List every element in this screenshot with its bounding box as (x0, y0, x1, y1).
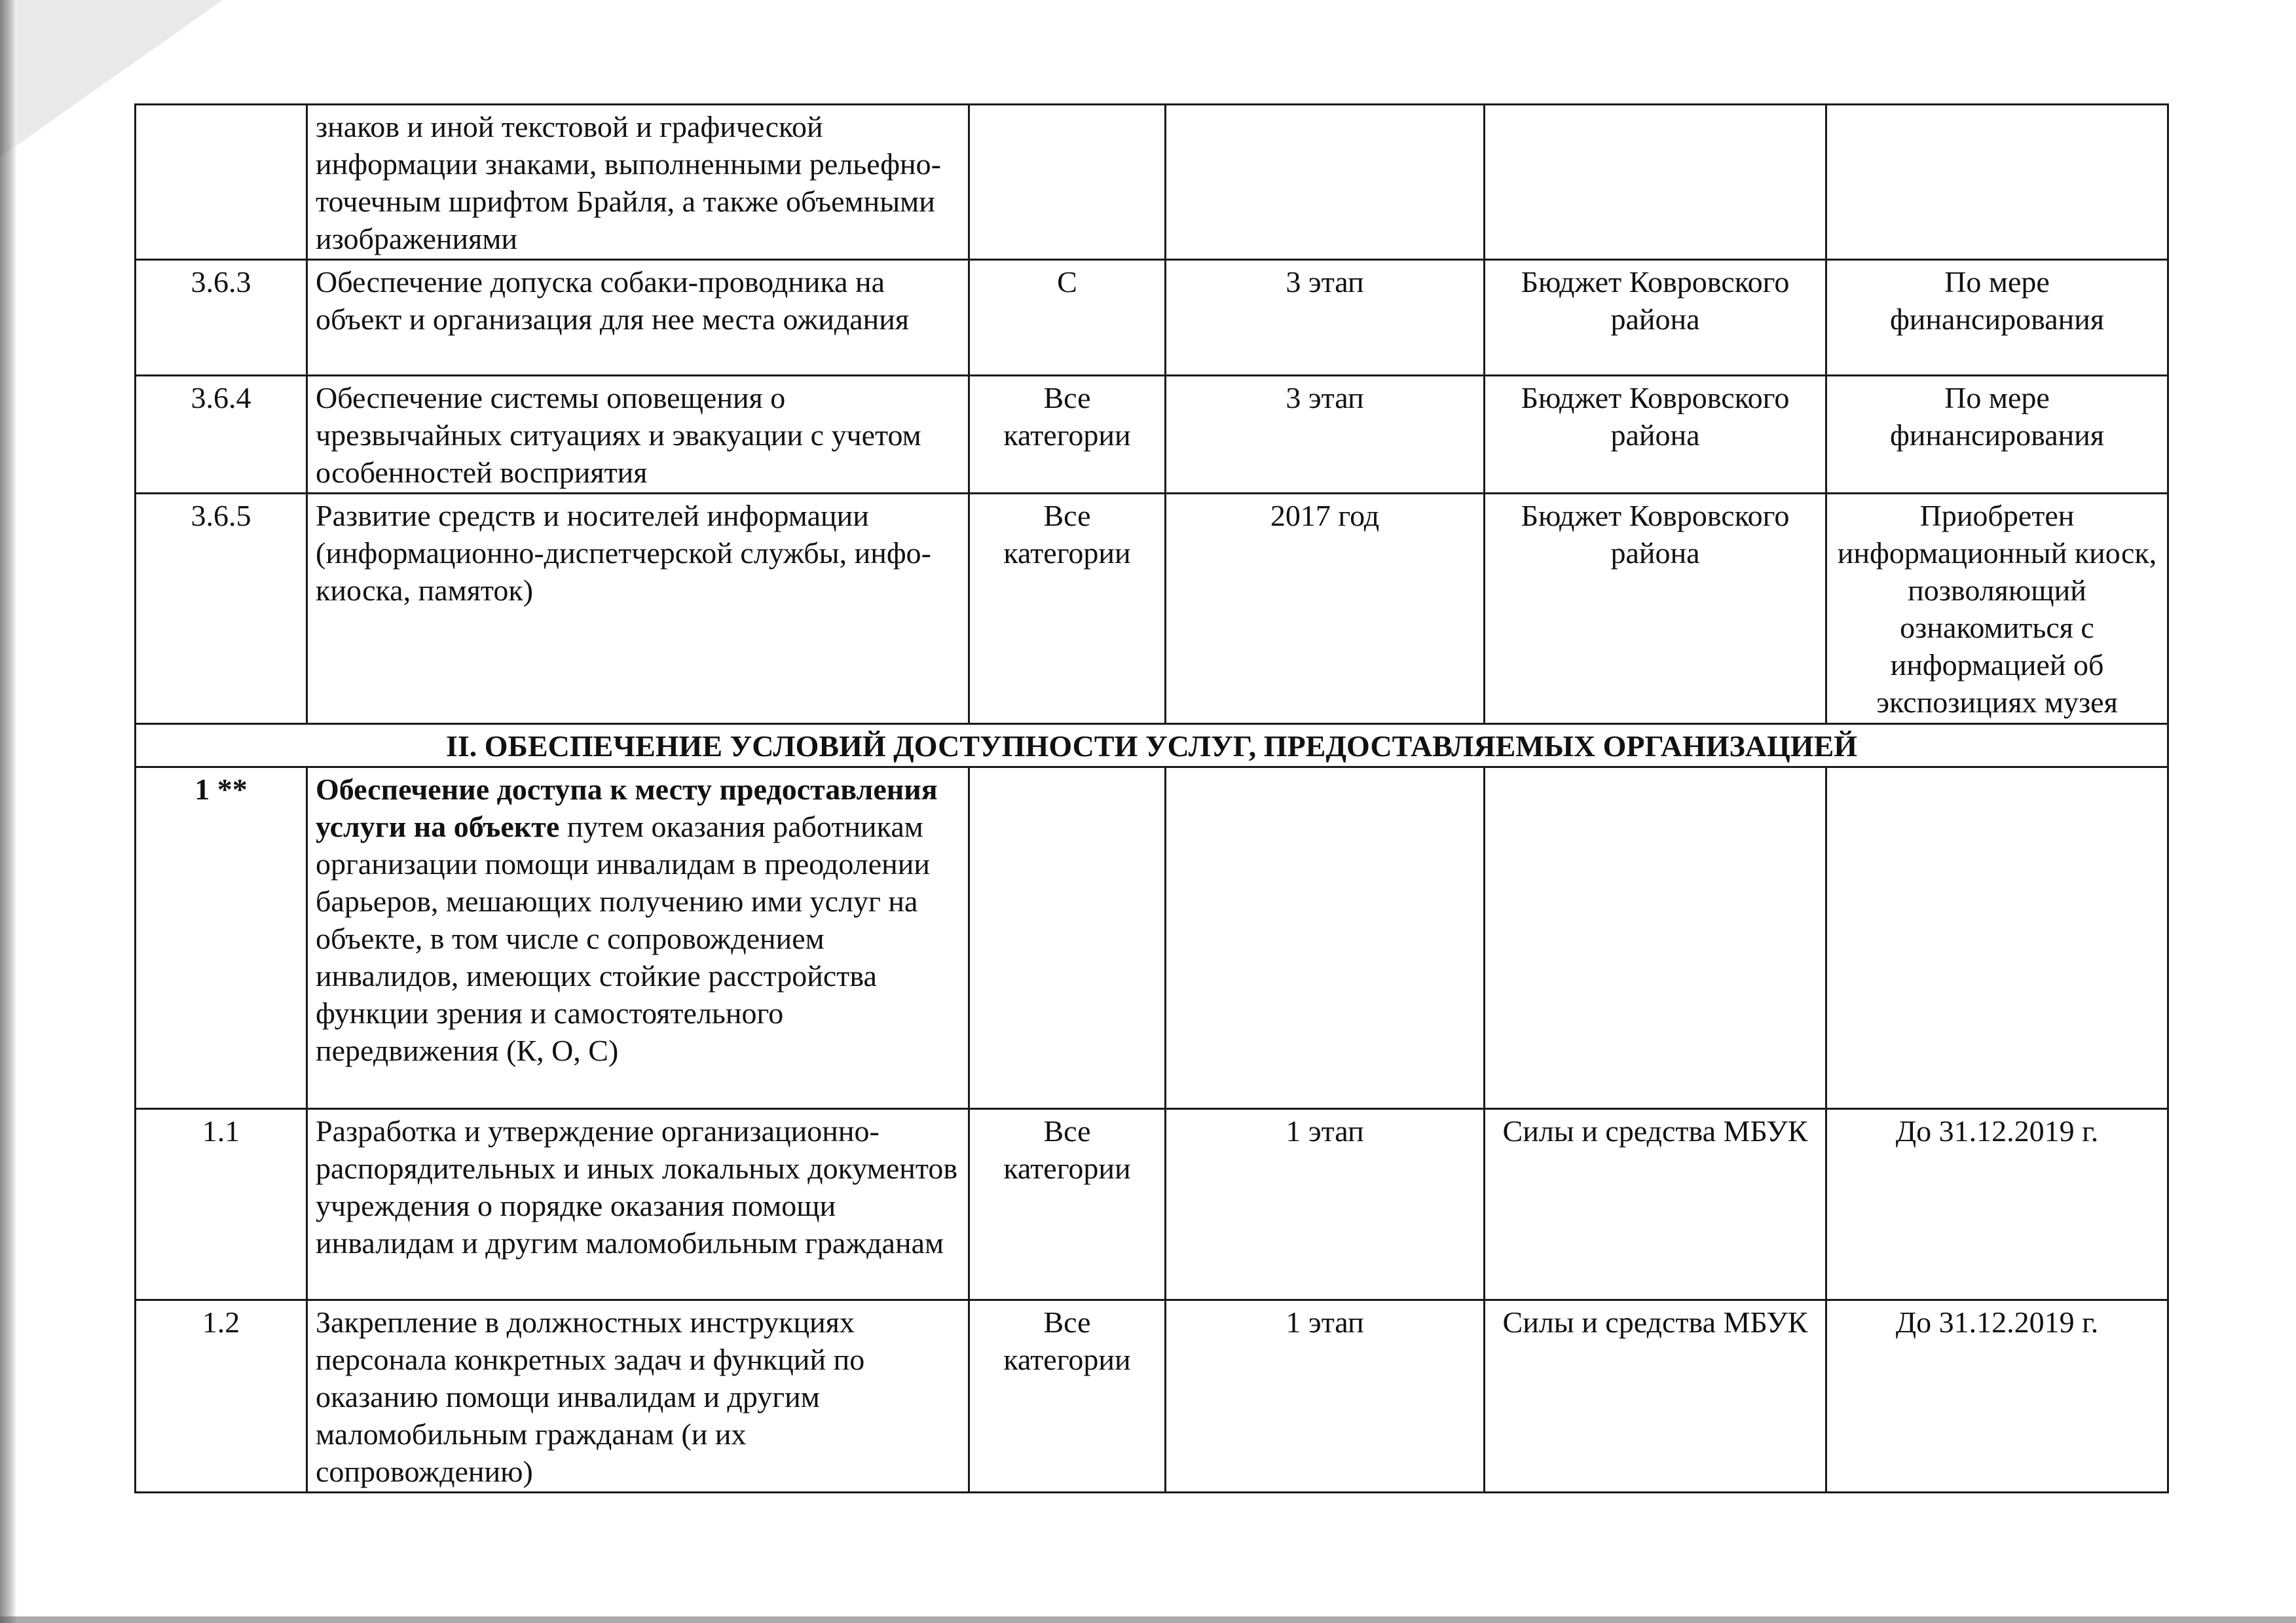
scan-bottom-edge (0, 1616, 2296, 1623)
table-row (136, 376, 2168, 494)
cell-stage: 2017 год (1166, 494, 1485, 724)
cell-category: Все категории (969, 376, 1166, 494)
cell-stage: 1 этап (1166, 1109, 1485, 1300)
cell-stage: 3 этап (1166, 260, 1485, 376)
cell-result: До 31.12.2019 г. (1826, 1109, 2168, 1300)
cell-num: 3.6.4 (136, 376, 307, 494)
cell-description: Обеспечение системы оповещения о чрезвычайных ситуациях и эвакуации с учетом особенностей восприятия (307, 376, 969, 494)
cell-source: Силы и средства МБУК (1485, 1300, 1826, 1493)
cell-result (1826, 105, 2168, 260)
description-rest: путем оказания работникам организации помощи инвалидам в преодолении барьеров, мешающих получению ими услуг на объекте, в том числе с сопровождением инвалидов, имеющих стойкие расстройства функции зрения и самостоятельного передвижения (К, О, С) (316, 810, 930, 1067)
table-row (136, 260, 2168, 376)
cell-category (969, 767, 1166, 1109)
cell-num: 1.1 (136, 1109, 307, 1300)
cell-stage: 1 этап (1166, 1300, 1485, 1493)
cell-description: Разработка и утверждение организационно-распорядительных и иных локальных документов учреждения о порядке оказания помощи инвалидам и другим маломобильным гражданам (307, 1109, 969, 1300)
cell-num: 3.6.3 (136, 260, 307, 376)
cell-description: Закрепление в должностных инструкциях персонала конкретных задач и функций по оказанию помощи инвалидам и другим маломобильным гражданам (и их сопровождению) (307, 1300, 969, 1493)
cell-description: знаков и иной текстовой и графической информации знаками, выполненными рельефно-точечным шрифтом Брайля, а также объемными изображениями (307, 105, 969, 260)
section-title: II. ОБЕСПЕЧЕНИЕ УСЛОВИЙ ДОСТУПНОСТИ УСЛУГ, ПРЕДОСТАВЛЯЕМЫХ ОРГАНИЗАЦИЕЙ (136, 724, 2168, 767)
cell-description (307, 767, 969, 1109)
cell-num: 3.6.5 (136, 494, 307, 724)
cell-source: Бюджет Ковровского района (1485, 376, 1826, 494)
cell-description: Развитие средств и носителей информации (информационно-диспетчерской службы, инфо-киоска, памяток) (307, 494, 969, 724)
table-row (136, 105, 2168, 260)
table-row (136, 494, 2168, 724)
cell-source: Силы и средства МБУК (1485, 1109, 1826, 1300)
cell-source (1485, 767, 1826, 1109)
cell-num (136, 105, 307, 260)
table-row (136, 767, 2168, 1109)
cell-category (969, 105, 1166, 260)
cell-result (1826, 767, 2168, 1109)
cell-description: Обеспечение допуска собаки-проводника на объект и организация для нее места ожидания (307, 260, 969, 376)
cell-category: С (969, 260, 1166, 376)
cell-result: До 31.12.2019 г. (1826, 1300, 2168, 1493)
cell-num: 1.2 (136, 1300, 307, 1493)
cell-result: Приобретен информационный киоск, позволяющий ознакомиться с информацией об экспозициях музея (1826, 494, 2168, 724)
table-row (136, 1109, 2168, 1300)
cell-source (1485, 105, 1826, 260)
description-bold-part: Обеспечение доступа к месту предоставления услуги на объекте (316, 773, 938, 843)
cell-num: 1 ** (136, 767, 307, 1109)
measures-table (134, 103, 2169, 1493)
cell-result: По мере финансирования (1826, 376, 2168, 494)
section-header-row (136, 724, 2168, 767)
cell-stage (1166, 767, 1485, 1109)
cell-stage (1166, 105, 1485, 260)
cell-category: Все категории (969, 1300, 1166, 1493)
cell-source: Бюджет Ковровского района (1485, 260, 1826, 376)
cell-source: Бюджет Ковровского района (1485, 494, 1826, 724)
cell-result: По мере финансирования (1826, 260, 2168, 376)
cell-category: Все категории (969, 1109, 1166, 1300)
scan-left-edge-shadow (0, 0, 17, 1623)
cell-stage: 3 этап (1166, 376, 1485, 494)
cell-category: Все категории (969, 494, 1166, 724)
table-row (136, 1300, 2168, 1493)
